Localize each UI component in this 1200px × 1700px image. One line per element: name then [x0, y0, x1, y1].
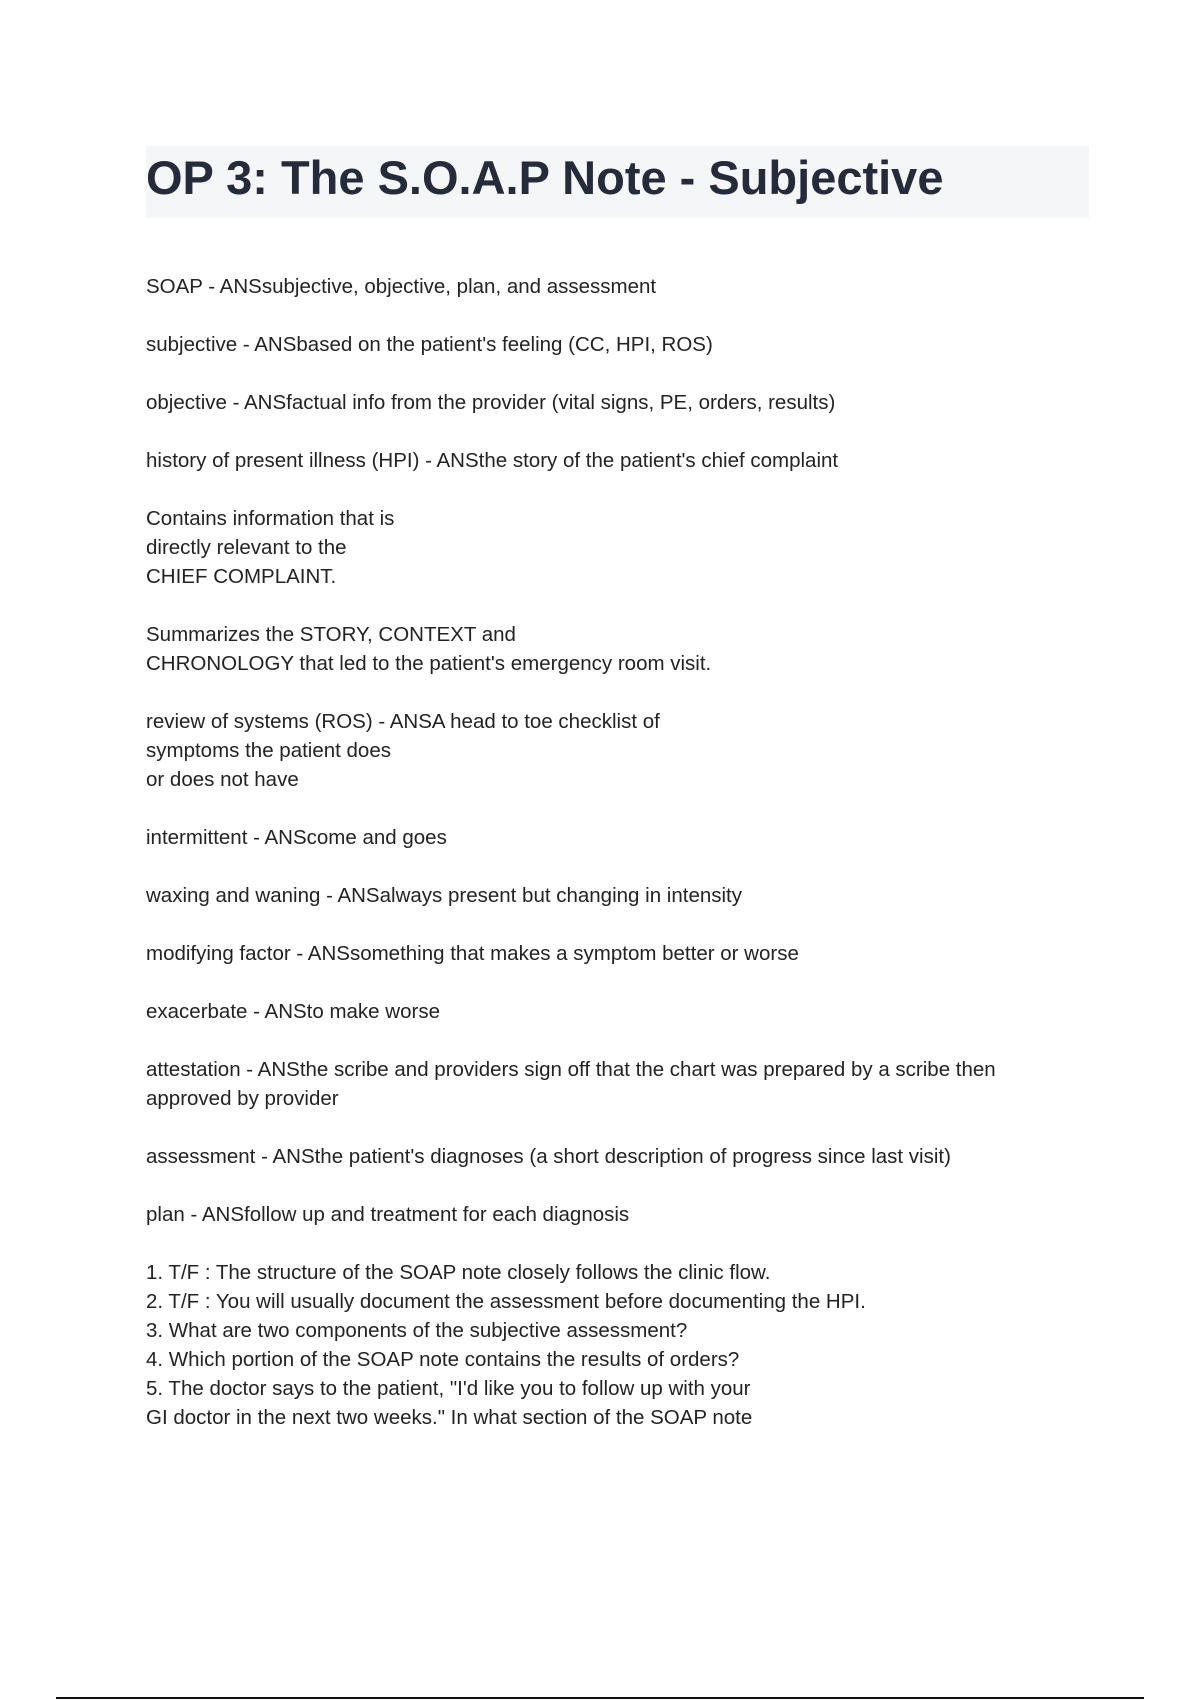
definition-line: subjective - ANSbased on the patient's feeling (CC, HPI, ROS)	[146, 333, 713, 356]
detail-line: CHRONOLOGY that led to the patient's emergency room visit.	[146, 652, 712, 675]
definition-line: modifying factor - ANSsomething that makes a symptom better or worse	[146, 942, 799, 965]
definition-exacerbate	[146, 997, 1096, 1026]
detail-line: CHIEF COMPLAINT.	[146, 565, 337, 588]
definition-hpi	[146, 446, 1096, 475]
definition-subjective	[146, 330, 1096, 359]
definition-line: waxing and waning - ANSalways present but changing in intensity	[146, 884, 742, 907]
question-line: 5. The doctor says to the patient, "I'd like you to follow up with your	[146, 1377, 751, 1400]
document-body	[146, 272, 1096, 1432]
question-line: GI doctor in the next two weeks." In what section of the SOAP note	[146, 1406, 753, 1429]
review-questions	[146, 1258, 1096, 1432]
definition-line: attestation - ANSthe scribe and providers sign off that the chart was prepared by a scribe then	[146, 1058, 996, 1081]
definition-line: exacerbate - ANSto make worse	[146, 1000, 440, 1023]
definition-line: history of present illness (HPI) - ANSthe story of the patient's chief complaint	[146, 449, 839, 472]
definition-soap	[146, 272, 1096, 301]
definition-modifying-factor	[146, 939, 1096, 968]
definition-intermittent	[146, 823, 1096, 852]
question-line: 3. What are two components of the subjective assessment?	[146, 1319, 688, 1342]
question-line: 2. T/F : You will usually document the assessment before documenting the HPI.	[146, 1290, 866, 1313]
detail-line: Summarizes the STORY, CONTEXT and	[146, 623, 516, 646]
question-line: 1. T/F : The structure of the SOAP note closely follows the clinic flow.	[146, 1261, 771, 1284]
document-title: OP 3: The S.O.A.P Note - Subjective	[146, 151, 944, 204]
definition-line: objective - ANSfactual info from the provider (vital signs, PE, orders, results)	[146, 391, 836, 414]
hpi-detail-chief-complaint	[146, 504, 1096, 591]
definition-attestation	[146, 1055, 1096, 1113]
page-bottom-divider	[56, 1697, 1144, 1699]
definition-objective	[146, 388, 1096, 417]
definition-waxing-and-waning	[146, 881, 1096, 910]
definition-line: or does not have	[146, 768, 299, 791]
definition-ros	[146, 707, 1096, 794]
hpi-detail-story-context	[146, 620, 1096, 678]
question-line: 4. Which portion of the SOAP note contains the results of orders?	[146, 1348, 740, 1371]
definition-line: intermittent - ANScome and goes	[146, 826, 447, 849]
definition-line: approved by provider	[146, 1087, 339, 1110]
detail-line: Contains information that is	[146, 507, 395, 530]
definition-assessment	[146, 1142, 1096, 1171]
detail-line: directly relevant to the	[146, 536, 347, 559]
definition-line: symptoms the patient does	[146, 739, 391, 762]
definition-plan	[146, 1200, 1096, 1229]
definition-line: review of systems (ROS) - ANSA head to toe checklist of	[146, 710, 660, 733]
definition-line: assessment - ANSthe patient's diagnoses (a short description of progress since last visit)	[146, 1145, 951, 1168]
definition-line: SOAP - ANSsubjective, objective, plan, and assessment	[146, 275, 657, 298]
definition-line: plan - ANSfollow up and treatment for each diagnosis	[146, 1203, 630, 1226]
